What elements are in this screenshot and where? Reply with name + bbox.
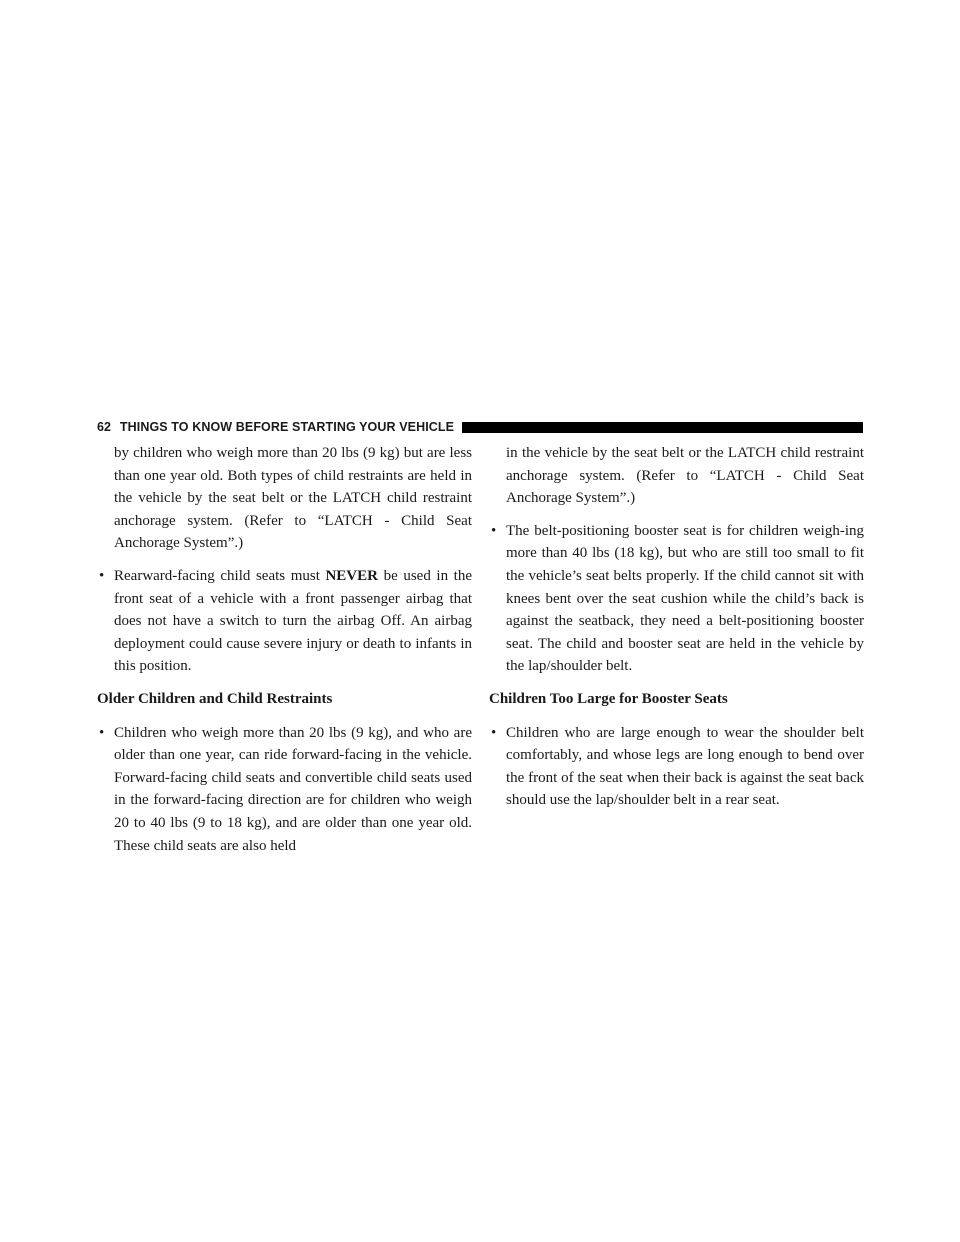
list-item: • The belt-positioning booster seat is for children weigh-ing more than 40 lbs (18 kg), but who are still too small to fit the vehicle’s seat belts properly. If the child cannot sit with knees bent over the seat cushion while the child’s back is against the seatback, they need a belt-positioning booster seat. The child and booster seat are held in the vehicle by the lap/shoulder belt. [489,520,864,678]
chapter-title: THINGS TO KNOW BEFORE STARTING YOUR VEHICLE [119,420,455,434]
bullet-icon: • [99,724,105,741]
bullet-icon: • [491,522,497,539]
section-heading: Older Children and Child Restraints [97,690,333,707]
page-number: 62 [97,420,111,434]
left-column [97,442,472,867]
bullet-icon: • [99,567,105,584]
right-column [489,442,864,822]
list-item: • Rearward-facing child seats must NEVER be used in the front seat of a vehicle with a front passenger airbag that does not have a switch to turn the airbag Off. An airbag deployment could cause severe injury or death to infants in this position. [97,565,472,678]
section-heading: Children Too Large for Booster Seats [489,690,728,707]
list-item: • Children who are large enough to wear the shoulder belt comfortably, and whose legs are long enough to bend over the front of the seat when their back is against the seat back should use the lap/shoulder belt in a rear seat. [489,722,864,812]
list-item: • Children who weigh more than 20 lbs (9 kg), and who are older than one year, can ride forward-facing in the vehicle. Forward-facing child seats and convertible child seats used in the forward-facing direction are for children who weigh 20 to 40 lbs (9 to 18 kg), and are older than one year old. These child seats are also held [97,722,472,858]
emphasis-never: NEVER [325,567,378,584]
continuation-paragraph: by children who weigh more than 20 lbs (9 kg) but are less than one year old. Both types of child restraints are held in the vehicle by the seat belt or the LATCH child restraint anchorage system. (Refer to “LATCH - Child Seat Anchorage System”.) [114,445,472,552]
continuation-paragraph: in the vehicle by the seat belt or the LATCH child restraint anchorage system. (Refer to “LATCH - Child Seat Anchorage System”.) [506,445,864,507]
header-rule [462,422,863,433]
page-header [97,416,863,438]
bullet-icon: • [491,724,497,741]
